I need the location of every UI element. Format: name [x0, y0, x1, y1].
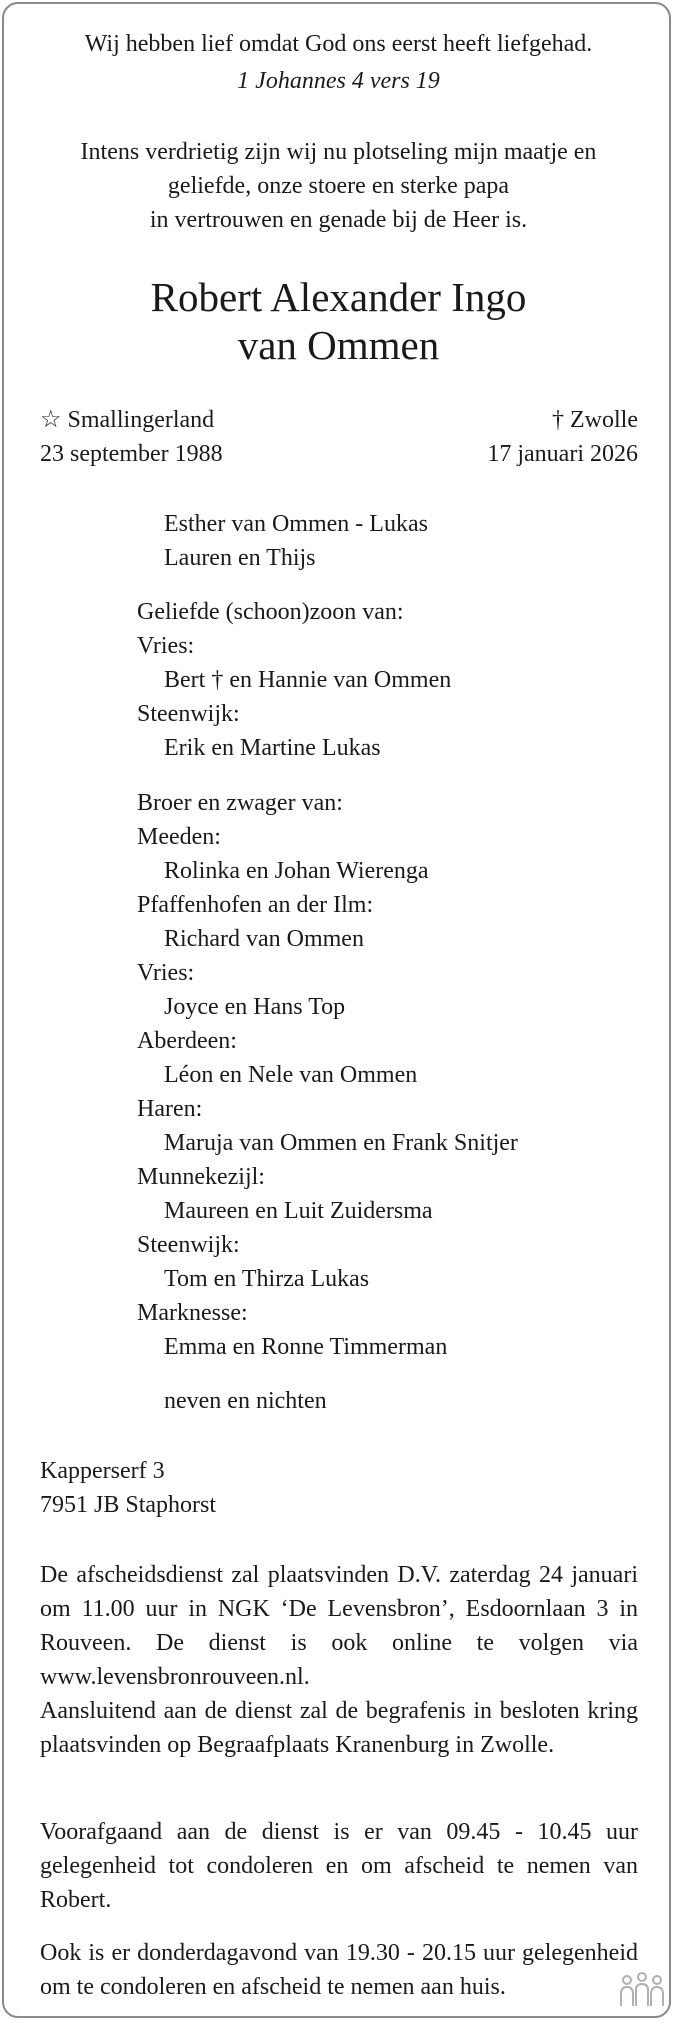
- parents-names: Bert † en Hannie van Ommen: [164, 667, 452, 693]
- death-place: † Zwolle: [552, 407, 638, 433]
- service-paragraph-4: Ook is er donderdagavond van 19.30 - 20.15 uur gelegenheid om te condoleren en afscheid te nemen aan huis.: [40, 1940, 638, 2000]
- parents-place: Steenwijk:: [137, 701, 240, 727]
- address-street: Kapperserf 3: [40, 1458, 165, 1484]
- sibling-place: Meeden:: [137, 824, 221, 850]
- sibling-names: Maruja van Ommen en Frank Snitjer: [164, 1130, 518, 1156]
- parents-names: Erik en Martine Lukas: [164, 735, 381, 761]
- people-group-icon: [618, 1970, 666, 2010]
- deceased-name-line-1: Robert Alexander Ingo: [150, 274, 527, 320]
- sibling-names: Emma en Ronne Timmerman: [164, 1334, 448, 1360]
- intro-line-1: Intens verdrietig zijn wij nu plotseling mijn maatje en: [80, 139, 597, 165]
- verse-reference: 1 Johannes 4 vers 19: [237, 68, 440, 94]
- sibling-names: Joyce en Hans Top: [164, 994, 346, 1020]
- birth-date: 23 september 1988: [40, 441, 223, 467]
- death-date: 17 januari 2026: [487, 441, 638, 467]
- sibling-place: Steenwijk:: [137, 1232, 240, 1258]
- verse-text: Wij hebben lief omdat God ons eerst heeft liefgehad.: [84, 31, 593, 57]
- sibling-place: Aberdeen:: [137, 1028, 237, 1054]
- children-names: Lauren en Thijs: [164, 545, 316, 571]
- service-paragraph-3: Voorafgaand aan de dienst is er van 09.45 - 10.45 uur gelegenheid tot condoleren en om afscheid te nemen van Robert.: [40, 1819, 638, 1913]
- sibling-place: Munnekezijl:: [137, 1164, 265, 1190]
- sibling-place: Vries:: [137, 960, 195, 986]
- son-heading: Geliefde (schoon)zoon van:: [137, 599, 404, 625]
- sibling-place: Marknesse:: [137, 1300, 248, 1326]
- nephews-nieces: neven en nichten: [164, 1388, 327, 1414]
- sibling-names: Richard van Ommen: [164, 926, 364, 952]
- sibling-heading: Broer en zwager van:: [137, 790, 343, 816]
- service-paragraph-2: Aansluitend aan de dienst zal de begrafenis in besloten kring plaatsvinden op Begraafplaats Kranenburg in Zwolle.: [40, 1698, 638, 1758]
- sibling-place: Haren:: [137, 1096, 203, 1122]
- sibling-names: Tom en Thirza Lukas: [164, 1266, 370, 1292]
- birth-place: ☆ Smallingerland: [40, 407, 215, 433]
- sibling-place: Pfaffenhofen an der Ilm:: [137, 892, 374, 918]
- deceased-name-line-2: van Ommen: [237, 322, 440, 368]
- sibling-names: Maureen en Luit Zuidersma: [164, 1198, 433, 1224]
- sibling-names: Rolinka en Johan Wierenga: [164, 858, 429, 884]
- parents-place: Vries:: [137, 633, 195, 659]
- spouse-name: Esther van Ommen - Lukas: [164, 511, 428, 537]
- address-city: 7951 JB Staphorst: [40, 1492, 217, 1518]
- sibling-names: Léon en Nele van Ommen: [164, 1062, 418, 1088]
- service-paragraph-1: De afscheidsdienst zal plaatsvinden D.V. zaterdag 24 januari om 11.00 uur in NGK ‘De Levensbron’, Esdoornlaan 3 in Rouveen. De dienst is ook online te volgen via www.levensbronrouveen.nl.: [40, 1562, 638, 1690]
- intro-line-2: geliefde, onze stoere en sterke papa: [167, 173, 510, 199]
- intro-line-3: in vertrouwen en genade bij de Heer is.: [149, 207, 528, 233]
